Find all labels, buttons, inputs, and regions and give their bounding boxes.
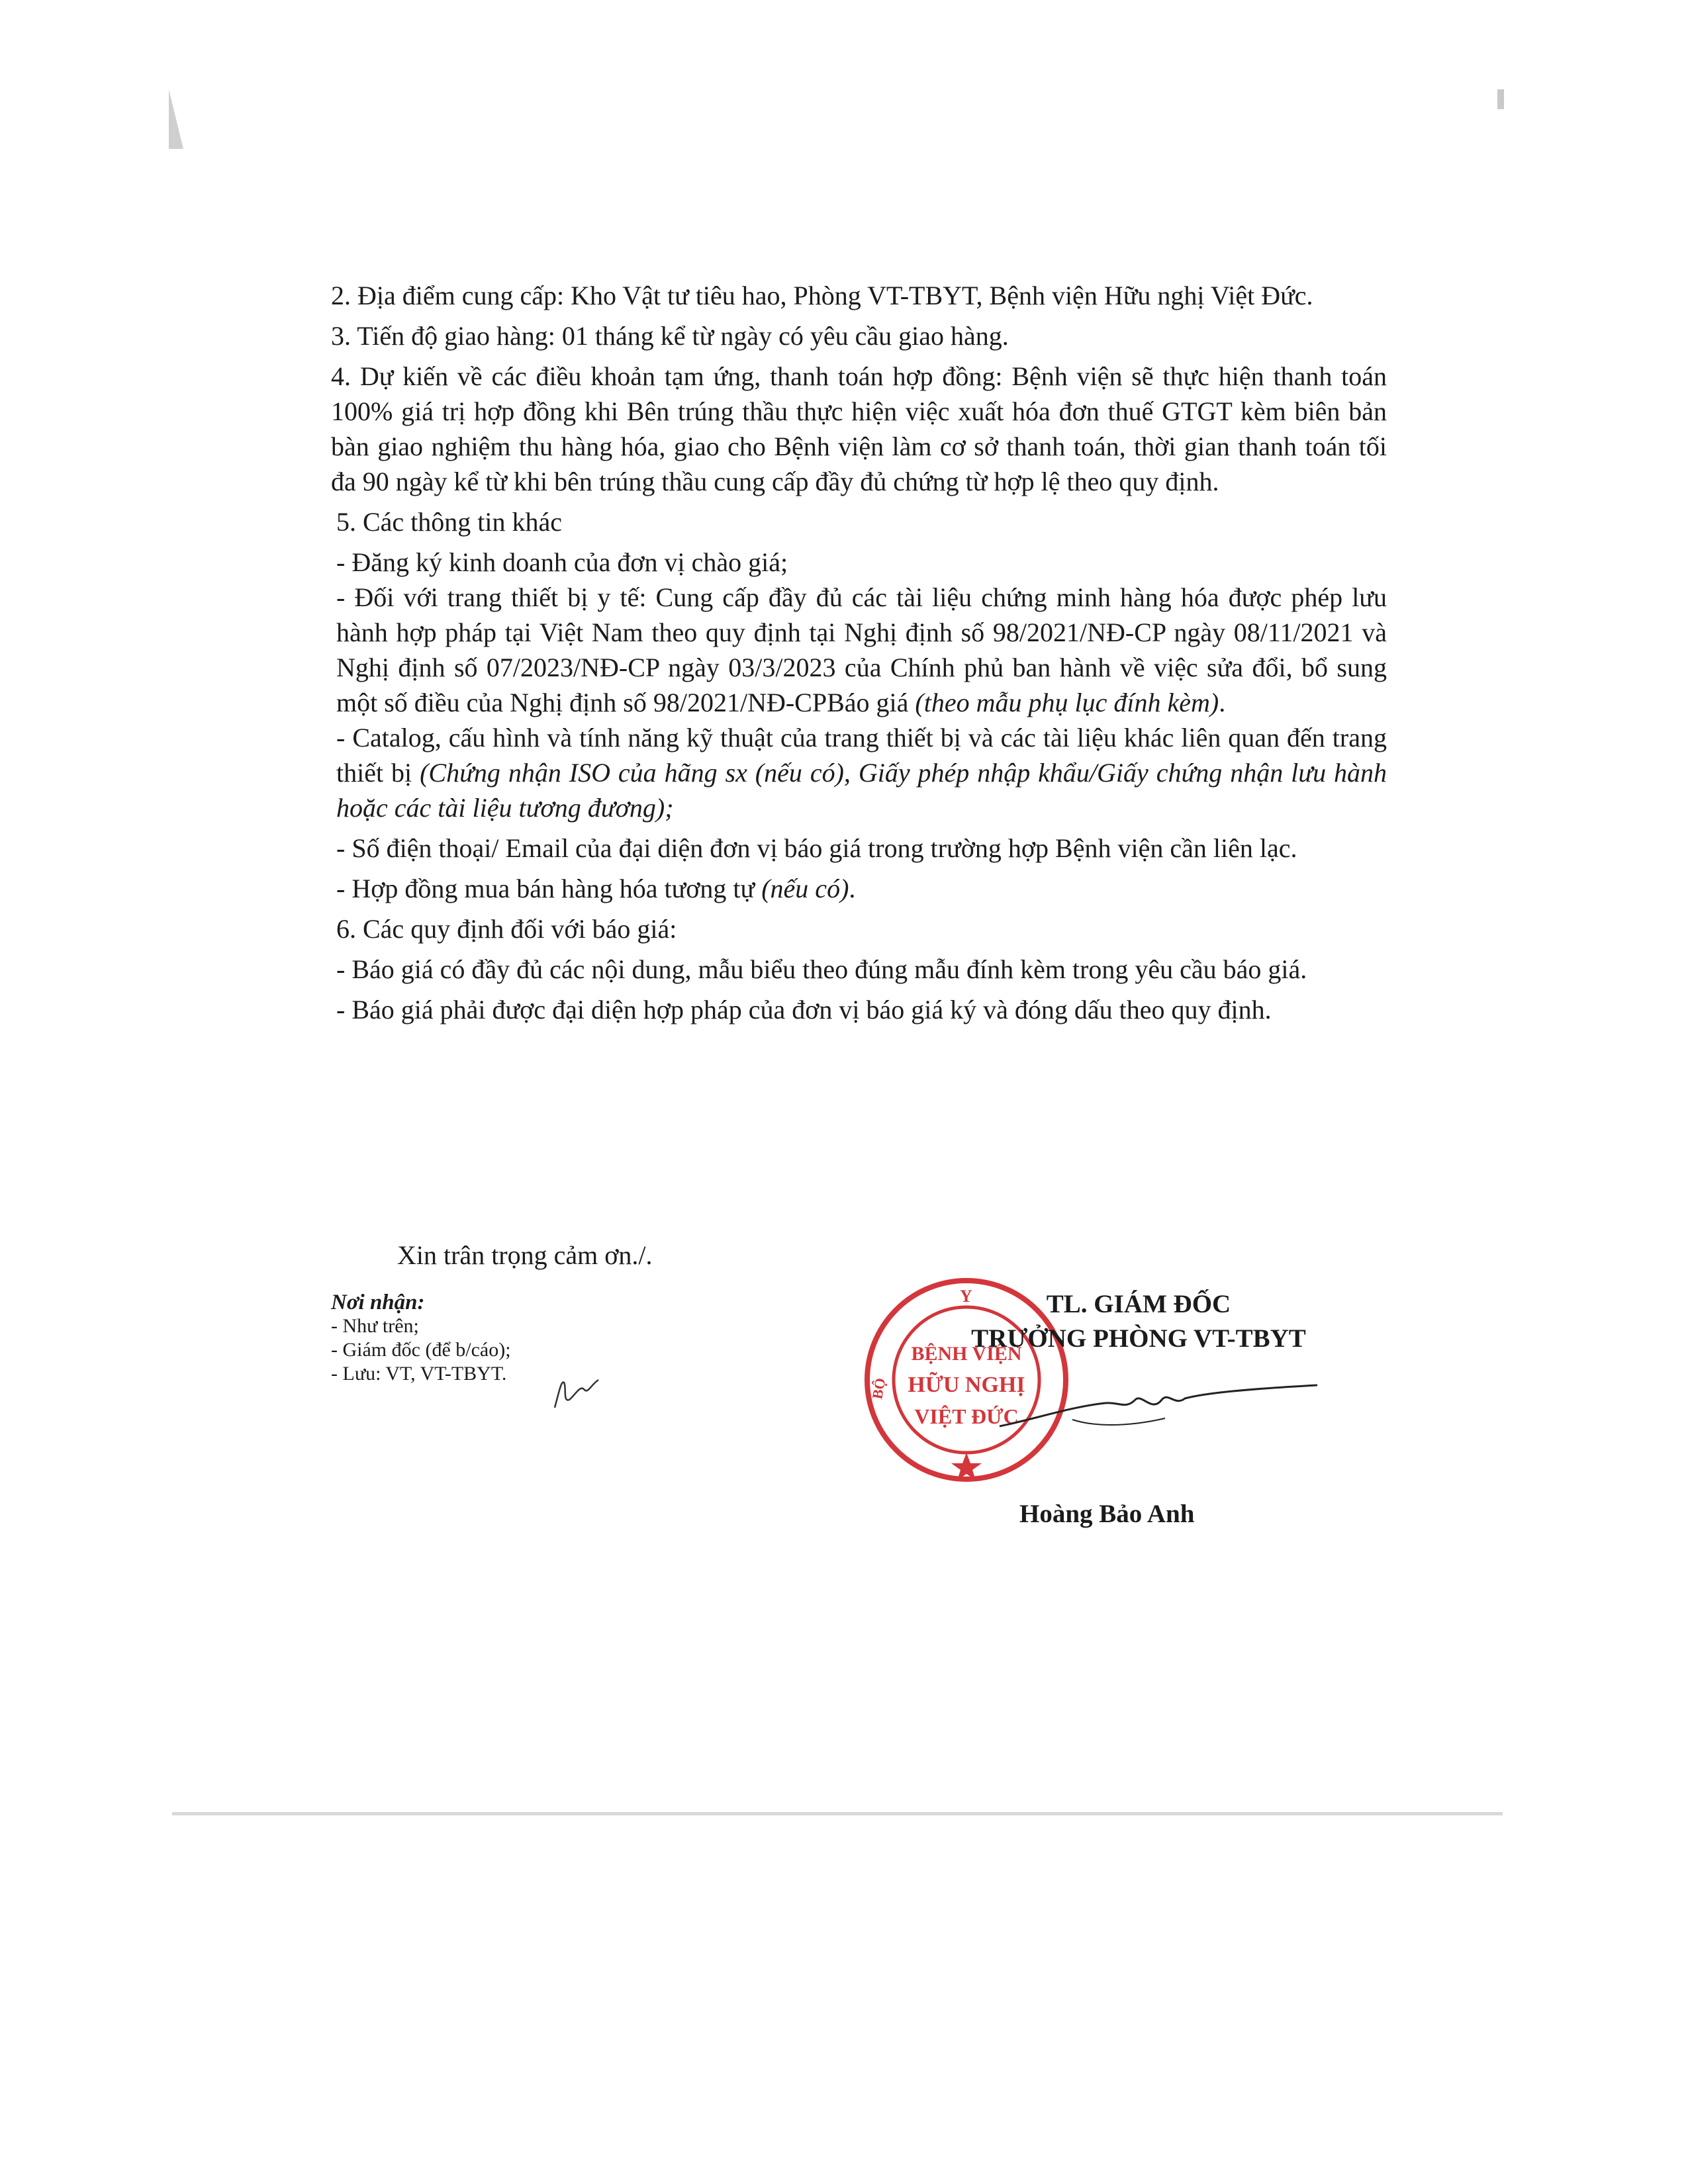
signer-name: Hoàng Bảo Anh bbox=[1019, 1500, 1195, 1528]
item-6-quotation-rules: 6. Các quy định đối với báo giá: bbox=[336, 914, 677, 944]
scan-edge-mark bbox=[1497, 89, 1504, 109]
other-info-medical-equipment bbox=[331, 580, 1387, 720]
initials-scribble-icon bbox=[549, 1373, 602, 1413]
quotation-rule-signature: - Báo giá phải được đại diện hợp pháp của đơn vị báo giá ký và đóng dấu theo quy định. bbox=[336, 995, 1272, 1024]
other-info-catalog bbox=[331, 720, 1387, 825]
recipient-item: - Giám đốc (để b/cáo); bbox=[331, 1339, 511, 1361]
other-info-similar-contracts bbox=[331, 871, 1387, 906]
catalog-text: - Catalog, cấu hình và tính năng kỹ thuật của trang thiết bị và các tài liệu khác liên quan đến trang thiết bị bbox=[336, 723, 1387, 788]
item-5-other-info: 5. Các thông tin khác bbox=[336, 507, 563, 537]
other-info-business-registration: - Đăng ký kinh doanh của đơn vị chào giá; bbox=[336, 547, 788, 577]
medical-equipment-note: (theo mẫu phụ lục đính kèm) bbox=[915, 688, 1219, 717]
signature-title: TRƯỞNG PHÒNG VT-TBYT bbox=[971, 1324, 1306, 1353]
other-info-contact: - Số điện thoại/ Email của đại diện đơn vị báo giá trong trường hợp Bệnh viện cần liên lạc. bbox=[336, 833, 1297, 863]
document-body bbox=[331, 278, 1387, 1027]
closing-line: Xin trân trọng cảm ơn./. bbox=[397, 1240, 653, 1270]
recipients-block bbox=[331, 1291, 511, 1386]
similar-contracts-text: - Hợp đồng mua bán hàng hóa tương tự bbox=[336, 874, 762, 903]
recipients-heading: Nơi nhận: bbox=[331, 1291, 425, 1314]
scan-edge-bottom bbox=[172, 1812, 1503, 1815]
stamp-line-3: VIỆT ĐỨC bbox=[914, 1404, 1019, 1428]
catalog-note: (Chứng nhận ISO của hãng sx (nếu có), Giấy phép nhập khẩu/Giấy chứng nhận lưu hành hoặc các tài liệu tương đương); bbox=[336, 758, 1387, 823]
scan-edge-corner bbox=[169, 89, 183, 149]
recipient-item: - Như trên; bbox=[331, 1315, 419, 1337]
item-2-delivery-location: 2. Địa điểm cung cấp: Kho Vật tư tiêu hao, Phòng VT-TBYT, Bệnh viện Hữu nghị Việt Đức. bbox=[331, 281, 1313, 310]
quotation-rule-content: - Báo giá có đầy đủ các nội dung, mẫu biểu theo đúng mẫu đính kèm trong yêu cầu báo giá. bbox=[336, 954, 1307, 984]
stamp-line-1: BỆNH VIỆN bbox=[911, 1343, 1022, 1365]
stamp-left-text: BỘ bbox=[868, 1377, 889, 1400]
signature-block bbox=[900, 1287, 1377, 1356]
stamp-line-2: HỮU NGHỊ bbox=[908, 1373, 1025, 1397]
item-4-payment-terms: 4. Dự kiến về các điều khoản tạm ứng, thanh toán hợp đồng: Bệnh viện sẽ thực hiện thanh toán 100% giá trị hợp đồng khi Bên trúng thầu thực hiện việc xuất hóa đơn thuế GTGT kèm biên bản bàn giao nghiệm thu hàng hóa, giao cho Bệnh viện làm cơ sở thanh toán, thời gian thanh toán tối đa 90 ngày kể từ khi bên trúng thầu cung cấp đầy đủ chứng từ hợp lệ theo quy định. bbox=[331, 361, 1387, 496]
similar-contracts-note: (nếu có) bbox=[761, 874, 849, 903]
item-3-delivery-schedule: 3. Tiến độ giao hàng: 01 tháng kể từ ngày có yêu cầu giao hàng. bbox=[331, 321, 1009, 351]
recipient-item: - Lưu: VT, VT-TBYT. bbox=[331, 1363, 507, 1385]
medical-equipment-text: - Đối với trang thiết bị y tế: Cung cấp đầy đủ các tài liệu chứng minh hàng hóa được phép lưu hành hợp pháp tại Việt Nam theo quy định tại Nghị định số 98/2021/NĐ-CP ngày 08/11/2021 và Nghị định số 07/2023/NĐ-CP ngày 03/3/2023 của Chính phủ ban hành về việc sửa đổi, bổ sung một số điều của Nghị định số 98/2021/NĐ-CPBáo giá bbox=[336, 582, 1387, 717]
medical-equipment-end: . bbox=[1219, 688, 1226, 717]
stamp-top-text: Y bbox=[960, 1287, 972, 1306]
signature-authority: TL. GIÁM ĐỐC bbox=[1046, 1290, 1231, 1318]
similar-contracts-end: . bbox=[849, 874, 856, 903]
handwritten-signature-icon bbox=[993, 1380, 1324, 1439]
